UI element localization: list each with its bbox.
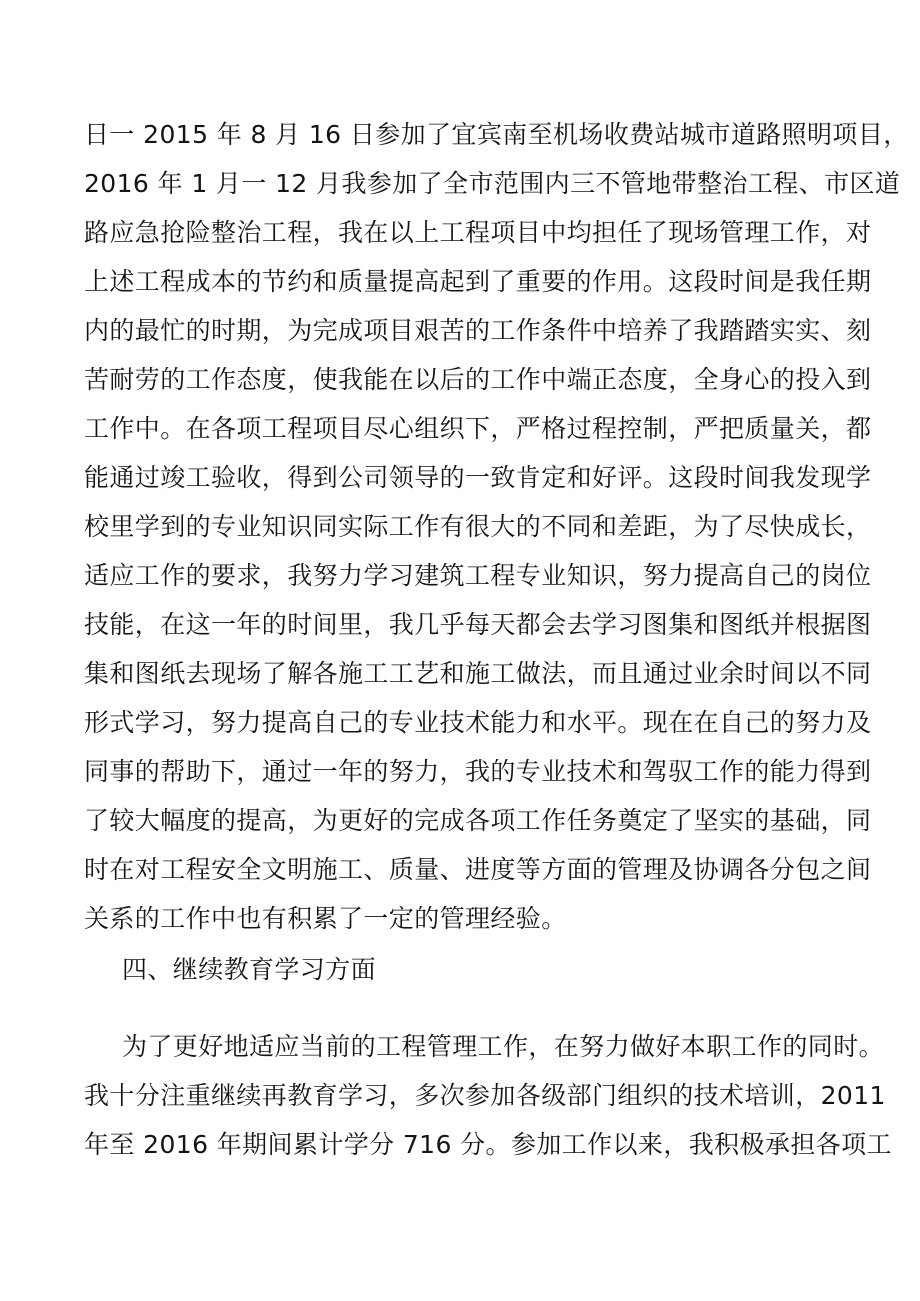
paragraph-line: 关系的工作中也有积累了一定的管理经验。 [84, 904, 567, 933]
paragraph-line: 校里学到的专业知识同实际工作有很大的不同和差距，为了尽快成长， [84, 512, 872, 541]
paragraph-line: 上述工程成本的节约和质量提高起到了重要的作用。这段时间是我任期 [84, 267, 872, 296]
paragraph-line: 适应工作的要求，我努力学习建筑工程专业知识，努力提高自己的岗位 [84, 561, 872, 590]
paragraph-line: 能通过竣工验收，得到公司领导的一致肯定和好评。这段时间我发现学 [84, 463, 872, 492]
paragraph-line: 内的最忙的时期，为完成项目艰苦的工作条件中培养了我踏踏实实、刻 [84, 316, 872, 345]
paragraph-line: 为了更好地适应当前的工程管理工作，在努力做好本职工作的同时。 [122, 1032, 885, 1061]
paragraph-line: 我十分注重继续再教育学习，多次参加各级部门组织的技术培训，2011 [84, 1081, 886, 1110]
paragraph-line: 2016 年 1 月一 12 月我参加了全市范围内三不管地带整治工程、市区道 [84, 169, 901, 198]
paragraph-line: 技能，在这一年的时间里，我几乎每天都会去学习图集和图纸并根据图 [84, 610, 872, 639]
paragraph-continuing-education [84, 1022, 892, 1169]
paragraph-line: 时在对工程安全文明施工、质量、进度等方面的管理及协调各分包之间 [84, 855, 872, 884]
paragraph-line: 年至 2016 年期间累计学分 716 分。参加工作以来，我积极承担各项工 [84, 1130, 892, 1159]
paragraph-line: 工作中。在各项工程项目尽心组织下，严格过程控制，严把质量关，都 [84, 414, 872, 443]
paragraph-line: 路应急抢险整治工程，我在以上工程项目中均担任了现场管理工作，对 [84, 218, 872, 247]
paragraph-line: 同事的帮助下，通过一年的努力，我的专业技术和驾驭工作的能力得到 [84, 757, 872, 786]
paragraph-line: 苦耐劳的工作态度，使我能在以后的工作中端正态度，全身心的投入到 [84, 365, 872, 394]
paragraph-line: 形式学习，努力提高自己的专业技术能力和水平。现在在自己的努力及 [84, 708, 872, 737]
paragraph-work-experience [84, 110, 909, 943]
paragraph-line: 了较大幅度的提高，为更好的完成各项工作任务奠定了坚实的基础，同 [84, 806, 872, 835]
section-heading-text: 四、继续教育学习方面 [122, 955, 377, 984]
section-heading [84, 945, 854, 994]
paragraph-line: 日一 2015 年 8 月 16 日参加了宜宾南至机场收费站城市道路照明项目， [84, 120, 909, 149]
paragraph-line: 集和图纸去现场了解各施工工艺和施工做法，而且通过业余时间以不同 [84, 659, 872, 688]
